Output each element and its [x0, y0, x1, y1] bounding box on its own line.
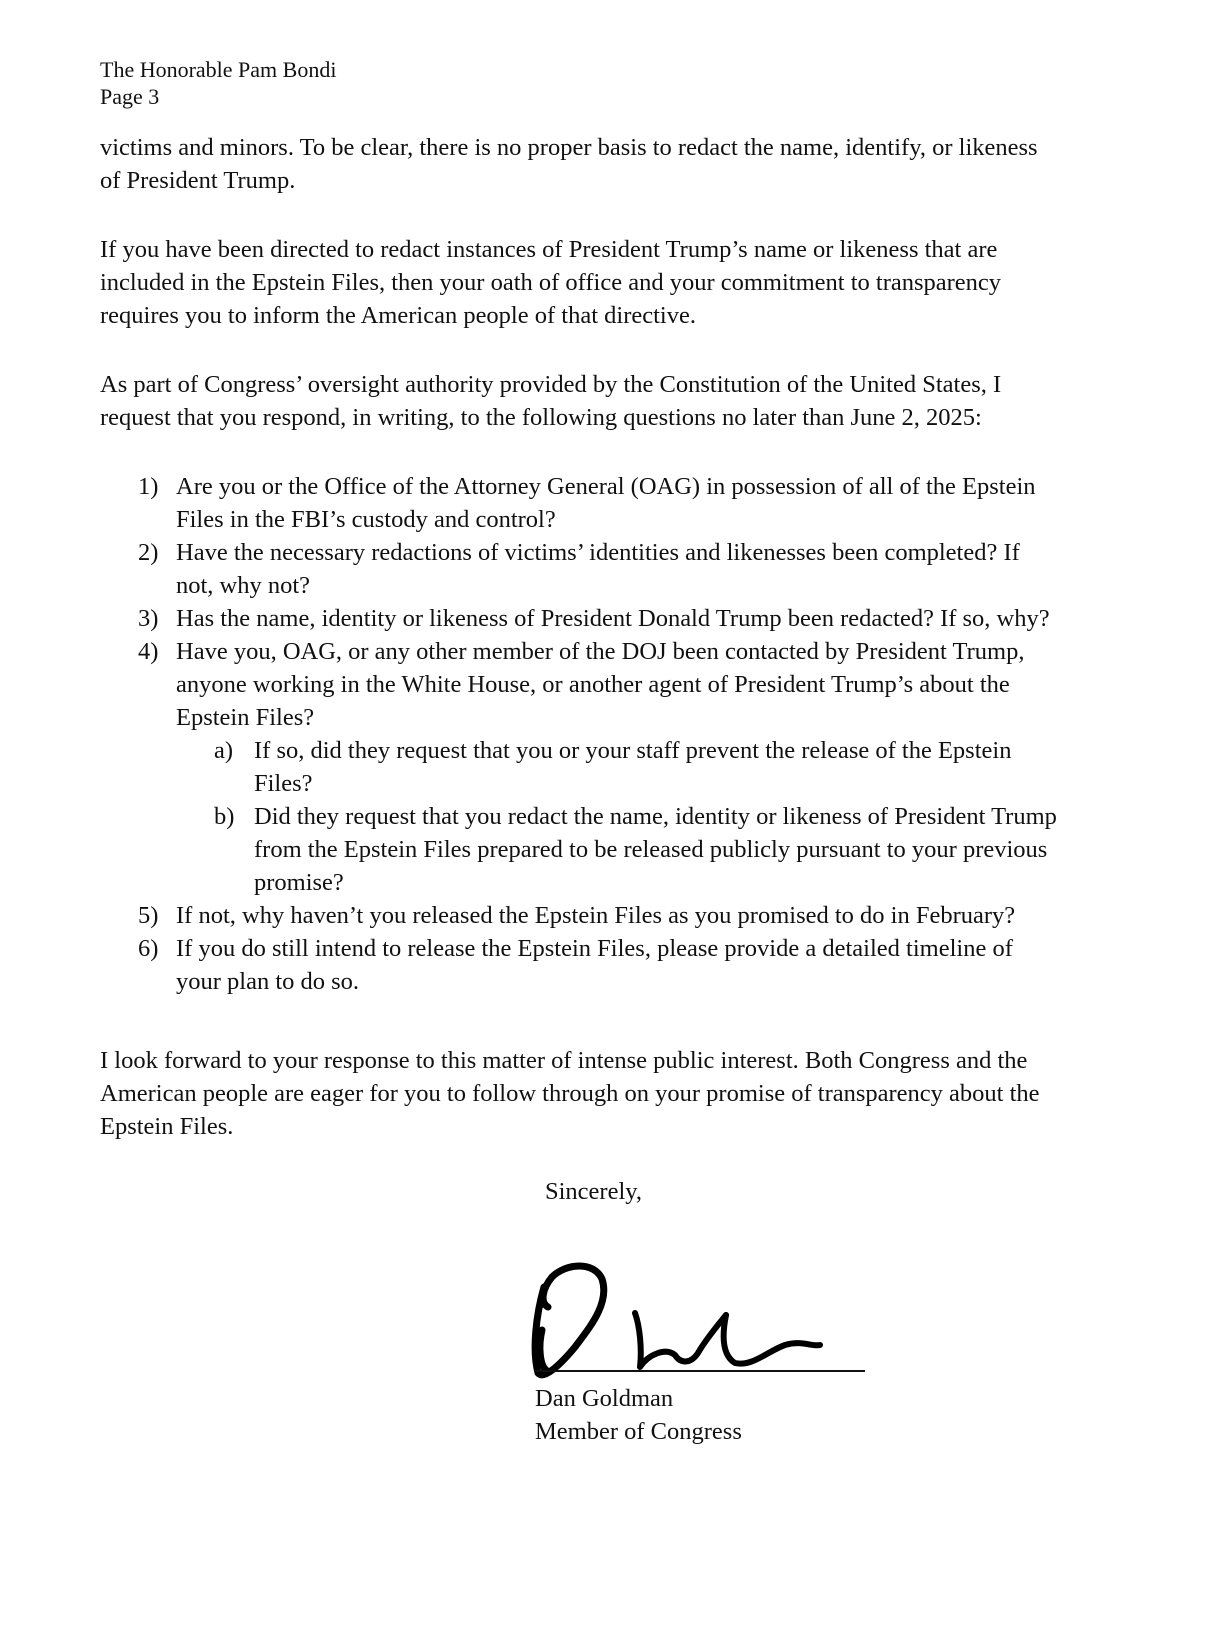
paragraph-line: victims and minors. To be clear, there is no proper basis to redact the name, identify, or likeness	[100, 134, 1038, 161]
subquestion-line: Did they request that you redact the name, identity or likeness of President Trump	[254, 803, 1057, 830]
question-number: 1)	[138, 473, 159, 500]
paragraph-3	[100, 368, 1100, 434]
closing-salutation: Sincerely,	[545, 1178, 643, 1205]
questions-list	[100, 470, 1120, 998]
signer-block	[535, 1382, 742, 1448]
question-item	[100, 470, 1120, 536]
recipient-name: The Honorable Pam Bondi	[100, 57, 337, 82]
question-item	[100, 899, 1120, 932]
question-line: anyone working in the White House, or another agent of President Trump’s about the	[176, 671, 1010, 698]
paragraph-line: As part of Congress’ oversight authority provided by the Constitution of the United States, I	[100, 371, 1002, 398]
paragraph-line: If you have been directed to redact instances of President Trump’s name or likeness that are	[100, 236, 998, 263]
question-number: 5)	[138, 902, 159, 929]
subquestion-letter: a)	[214, 737, 234, 764]
subquestion-line: If so, did they request that you or your staff prevent the release of the Epstein	[254, 737, 1012, 764]
question-line: Has the name, identity or likeness of President Donald Trump been redacted? If so, why?	[176, 605, 1050, 632]
question-item	[100, 602, 1120, 635]
question-subitem	[100, 734, 1120, 800]
question-item	[100, 635, 1120, 734]
question-line: Have the necessary redactions of victims’ identities and likenesses been completed? If	[176, 539, 1020, 566]
question-item	[100, 536, 1120, 602]
question-number: 2)	[138, 539, 159, 566]
signer-name: Dan Goldman	[535, 1385, 674, 1412]
question-line: If not, why haven’t you released the Epstein Files as you promised to do in February?	[176, 902, 1016, 929]
paragraph-line: request that you respond, in writing, to the following questions no later than June 2, 2025:	[100, 404, 982, 431]
paragraph-2	[100, 233, 1100, 332]
paragraph-line: included in the Epstein Files, then your oath of office and your commitment to transparency	[100, 269, 1002, 296]
page-number: Page 3	[100, 84, 160, 109]
signer-title: Member of Congress	[535, 1418, 742, 1445]
subquestion-letter: b)	[214, 803, 235, 830]
paragraph-4	[100, 1044, 1100, 1143]
handwritten-signature	[530, 1255, 870, 1385]
letter-header	[100, 56, 336, 110]
question-line: If you do still intend to release the Epstein Files, please provide a detailed timeline of	[176, 935, 1013, 962]
question-number: 6)	[138, 935, 159, 962]
question-subitem	[100, 800, 1120, 899]
question-number: 3)	[138, 605, 159, 632]
question-item	[100, 932, 1120, 998]
subquestion-line: Files?	[254, 770, 313, 797]
paragraph-line: of President Trump.	[100, 167, 296, 194]
signature-line	[535, 1370, 865, 1372]
paragraph-line: Epstein Files.	[100, 1113, 234, 1140]
paragraph-line: requires you to inform the American people of that directive.	[100, 302, 696, 329]
question-line: Epstein Files?	[176, 704, 315, 731]
question-number: 4)	[138, 638, 159, 665]
subquestion-line: from the Epstein Files prepared to be released publicly pursuant to your previous	[254, 836, 1048, 863]
question-line: Are you or the Office of the Attorney General (OAG) in possession of all of the Epstein	[176, 473, 1036, 500]
subquestion-line: promise?	[254, 869, 344, 896]
question-line: Files in the FBI’s custody and control?	[176, 506, 556, 533]
question-line: not, why not?	[176, 572, 311, 599]
paragraph-line: I look forward to your response to this matter of intense public interest. Both Congress and the	[100, 1047, 1028, 1074]
question-line: your plan to do so.	[176, 968, 360, 995]
paragraph-1	[100, 131, 1100, 197]
question-line: Have you, OAG, or any other member of the DOJ been contacted by President Trump,	[176, 638, 1025, 665]
paragraph-line: American people are eager for you to follow through on your promise of transparency about the	[100, 1080, 1040, 1107]
